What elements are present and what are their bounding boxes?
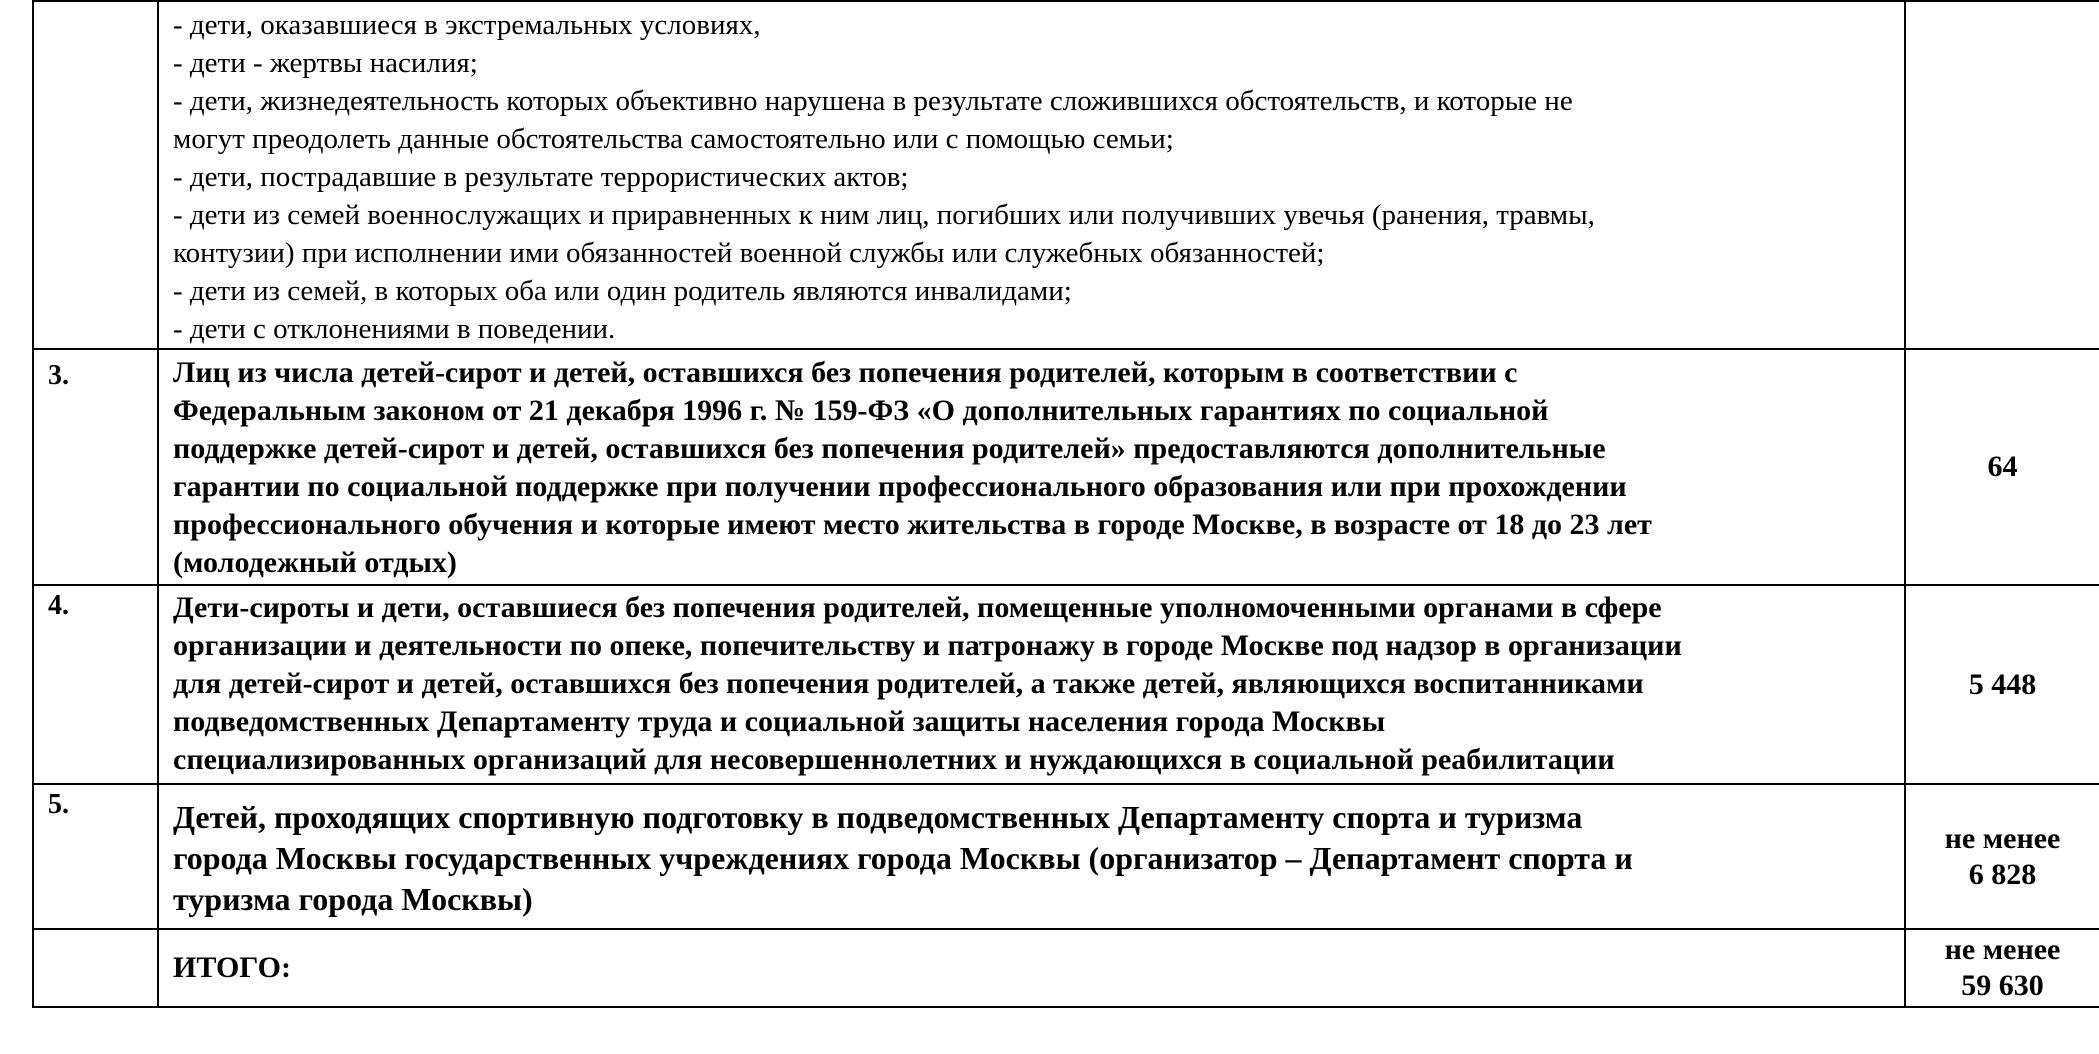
description-line: поддержке детей-сирот и детей, оставшихся без попечения родителей» предоставляются дополнительные — [173, 432, 1606, 465]
description-line: специализированных организаций для несовершеннолетних и нуждающихся в социальной реабилитации — [173, 743, 1615, 776]
total-quantity-prefix: не менее — [1944, 933, 2061, 966]
row-number-cell — [33, 1, 158, 349]
total-quantity-cell — [1905, 929, 2099, 1007]
row-description-cell — [158, 585, 1905, 784]
row-quantity: 64 — [1905, 349, 2099, 585]
list-item: - дети - жертвы насилия; — [173, 47, 478, 79]
description-line: подведомственных Департаменту труда и социальной защиты населения города Москвы — [173, 705, 1386, 738]
description-line: туризма города Москвы) — [173, 881, 533, 917]
total-label: ИТОГО: — [158, 929, 1905, 1007]
table-row-3 — [33, 349, 2099, 585]
description-line: гарантии по социальной поддержке при получении профессионального образования или при прохождении — [173, 470, 1627, 503]
description-line: профессионального обучения и которые имеют место жительства в городе Москве, в возрасте от 18 до 23 лет — [173, 508, 1652, 541]
list-item: - дети из семей военнослужащих и приравненных к ним лиц, погибших или получивших увечья (ранения, травмы, — [173, 199, 1595, 231]
table-row-5 — [33, 784, 2099, 929]
description-line: (молодежный отдых) — [173, 546, 457, 579]
list-item: могут преодолеть данные обстоятельства самостоятельно или с помощью семьи; — [173, 123, 1174, 155]
list-item: - дети, оказавшиеся в экстремальных условиях, — [173, 9, 761, 41]
description-line: Федеральным законом от 21 декабря 1996 г. № 159-ФЗ «О дополнительных гарантиях по социальной — [173, 394, 1549, 427]
table-row-total — [33, 929, 2099, 1007]
list-item: контузии) при исполнении ими обязанностей военной службы или служебных обязанностей; — [173, 237, 1325, 269]
total-quantity-value: 59 630 — [1961, 969, 2044, 1002]
row-description-cell — [158, 784, 1905, 929]
description-line: Дети-сироты и дети, оставшиеся без попечения родителей, помещенные уполномоченными органами в сфере — [173, 591, 1662, 624]
description-line: для детей-сирот и детей, оставшихся без попечения родителей, а также детей, являющихся воспитанниками — [173, 667, 1644, 700]
beneficiary-table — [32, 0, 2099, 1008]
description-line: города Москвы государственных учреждениях города Москвы (организатор – Департамент спорта и — [173, 840, 1633, 876]
list-item: - дети, жизнедеятельность которых объективно нарушена в результате сложившихся обстоятельств, и которые не — [173, 85, 1573, 117]
quantity-value: 6 828 — [1968, 857, 2037, 891]
quantity-prefix: не менее — [1944, 821, 2061, 855]
row-number-cell — [33, 929, 158, 1007]
row-number: 3. — [33, 349, 158, 585]
list-item: - дети, пострадавшие в результате террористических актов; — [173, 161, 909, 193]
row-number: 5. — [33, 784, 158, 929]
description-line: Детей, проходящих спортивную подготовку в подведомственных Департаменту спорта и туризма — [173, 799, 1583, 835]
row-description-cell — [158, 1, 1905, 349]
row-description-cell — [158, 349, 1905, 585]
list-item: - дети из семей, в которых оба или один родитель являются инвалидами; — [173, 275, 1072, 307]
row-quantity-cell — [1905, 1, 2099, 349]
table-row-4 — [33, 585, 2099, 784]
row-number: 4. — [33, 585, 158, 784]
row-quantity: 5 448 — [1905, 585, 2099, 784]
table-row-continuation — [33, 1, 2099, 349]
row-quantity-cell — [1905, 784, 2099, 929]
list-item: - дети с отклонениями в поведении. — [173, 313, 616, 345]
description-line: организации и деятельности по опеке, попечительству и патронажу в городе Москве под надзор в организации — [173, 629, 1682, 662]
description-line: Лиц из числа детей-сирот и детей, оставшихся без попечения родителей, которым в соответствии с — [173, 356, 1518, 389]
